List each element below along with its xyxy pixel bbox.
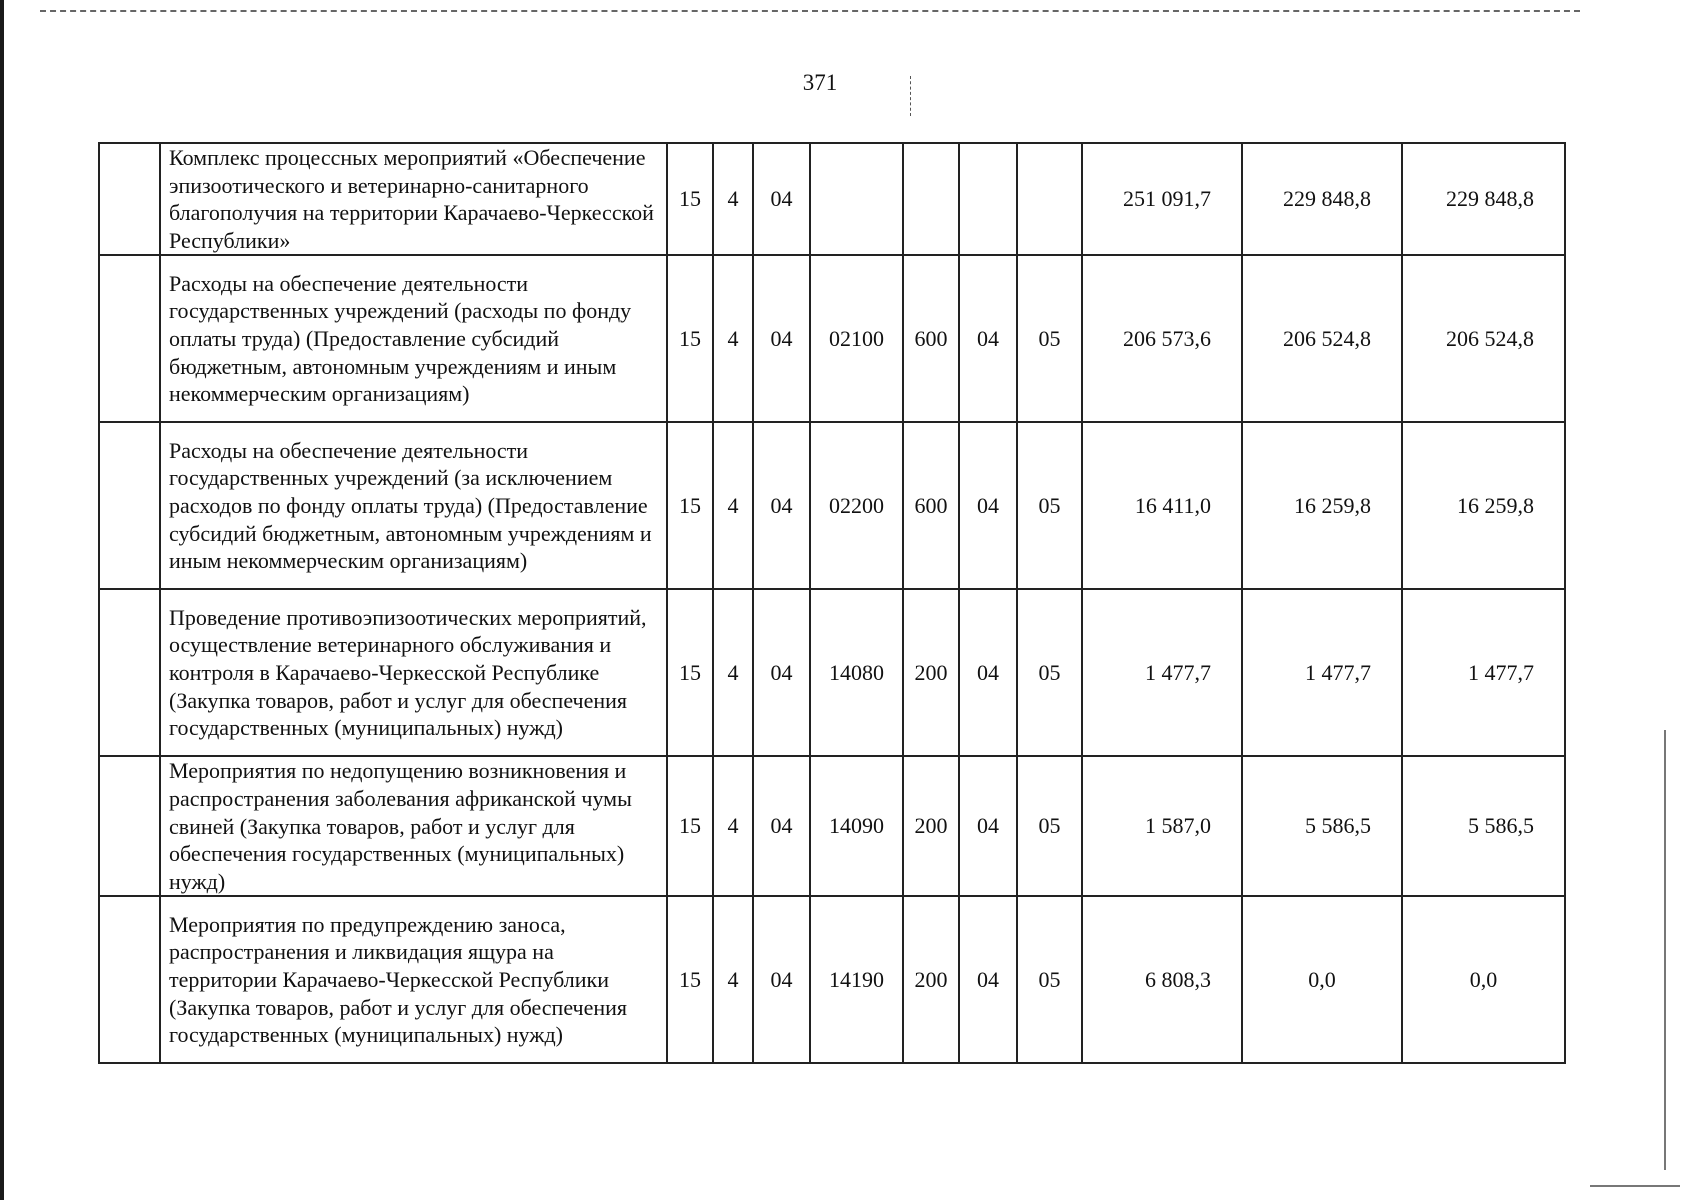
amount-cell: 0,0 bbox=[1402, 896, 1565, 1063]
code-cell: 05 bbox=[1017, 422, 1082, 589]
code-cell: 05 bbox=[1017, 255, 1082, 422]
scan-edge-bottom bbox=[1590, 1185, 1680, 1187]
amount-cell: 1 477,7 bbox=[1082, 589, 1242, 756]
code-cell: 200 bbox=[903, 756, 959, 896]
code-cell: 15 bbox=[667, 422, 713, 589]
expense-name: Мероприятия по предупреждению заноса, распространения и ликвидация ящура на территории Карачаево-Черкесской Республики (Закупка товаров, работ и услуг для обеспечения государственных (муниципальных) нужд) bbox=[160, 896, 667, 1063]
amount-cell: 5 586,5 bbox=[1402, 756, 1565, 896]
row-blank-cell bbox=[99, 143, 160, 255]
table-row bbox=[99, 255, 1565, 422]
code-cell: 600 bbox=[903, 255, 959, 422]
expense-name: Расходы на обеспечение деятельности государственных учреждений (за исключением расходов по фонду оплаты труда) (Предоставление субсидий бюджетным, автономным учреждениям и иным некоммерческим организациям) bbox=[160, 422, 667, 589]
code-cell: 14080 bbox=[810, 589, 903, 756]
table-row bbox=[99, 422, 1565, 589]
code-cell: 04 bbox=[753, 422, 810, 589]
expense-name: Комплекс процессных мероприятий «Обеспечение эпизоотического и ветеринарно-санитарного благополучия на территории Карачаево-Черкесской Республики» bbox=[160, 143, 667, 255]
code-cell: 04 bbox=[753, 255, 810, 422]
expense-name: Проведение противоэпизоотических мероприятий, осуществление ветеринарного обслуживания и контроля в Карачаево-Черкесской Республике (Закупка товаров, работ и услуг для обеспечения государственных (муниципальных) нужд) bbox=[160, 589, 667, 756]
scan-edge-top bbox=[40, 10, 1580, 12]
code-cell: 05 bbox=[1017, 756, 1082, 896]
fold-mark-top bbox=[910, 76, 911, 116]
amount-cell: 206 524,8 bbox=[1402, 255, 1565, 422]
code-cell: 4 bbox=[713, 422, 753, 589]
amount-cell: 6 808,3 bbox=[1082, 896, 1242, 1063]
code-cell: 04 bbox=[753, 143, 810, 255]
budget-table bbox=[98, 142, 1566, 1064]
row-blank-cell bbox=[99, 422, 160, 589]
code-cell: 15 bbox=[667, 896, 713, 1063]
code-cell: 4 bbox=[713, 589, 753, 756]
amount-cell: 16 259,8 bbox=[1242, 422, 1402, 589]
amount-cell: 0,0 bbox=[1242, 896, 1402, 1063]
scan-edge-right bbox=[1664, 730, 1666, 1170]
code-cell: 200 bbox=[903, 896, 959, 1063]
code-cell: 04 bbox=[959, 756, 1017, 896]
row-blank-cell bbox=[99, 896, 160, 1063]
table-row bbox=[99, 756, 1565, 896]
code-cell: 02200 bbox=[810, 422, 903, 589]
code-cell bbox=[810, 143, 903, 255]
code-cell: 05 bbox=[1017, 589, 1082, 756]
code-cell: 04 bbox=[959, 255, 1017, 422]
code-cell bbox=[959, 143, 1017, 255]
code-cell: 04 bbox=[753, 589, 810, 756]
code-cell: 15 bbox=[667, 589, 713, 756]
amount-cell: 206 573,6 bbox=[1082, 255, 1242, 422]
code-cell: 02100 bbox=[810, 255, 903, 422]
code-cell: 14090 bbox=[810, 756, 903, 896]
amount-cell: 16 411,0 bbox=[1082, 422, 1242, 589]
table-row bbox=[99, 896, 1565, 1063]
amount-cell: 229 848,8 bbox=[1242, 143, 1402, 255]
expense-name: Мероприятия по недопущению возникновения и распространения заболевания африканской чумы свиней (Закупка товаров, работ и услуг для обеспечения государственных (муниципальных) нужд) bbox=[160, 756, 667, 896]
page-number: 371 bbox=[802, 70, 838, 95]
row-blank-cell bbox=[99, 589, 160, 756]
code-cell: 600 bbox=[903, 422, 959, 589]
code-cell: 4 bbox=[713, 896, 753, 1063]
code-cell: 200 bbox=[903, 589, 959, 756]
code-cell bbox=[1017, 143, 1082, 255]
row-blank-cell bbox=[99, 756, 160, 896]
code-cell: 15 bbox=[667, 143, 713, 255]
amount-cell: 5 586,5 bbox=[1242, 756, 1402, 896]
code-cell: 4 bbox=[713, 255, 753, 422]
amount-cell: 1 477,7 bbox=[1402, 589, 1565, 756]
code-cell: 4 bbox=[713, 756, 753, 896]
code-cell: 15 bbox=[667, 255, 713, 422]
code-cell: 14190 bbox=[810, 896, 903, 1063]
code-cell: 05 bbox=[1017, 896, 1082, 1063]
code-cell bbox=[903, 143, 959, 255]
code-cell: 4 bbox=[713, 143, 753, 255]
row-blank-cell bbox=[99, 255, 160, 422]
amount-cell: 1 587,0 bbox=[1082, 756, 1242, 896]
code-cell: 04 bbox=[959, 422, 1017, 589]
expense-name: Расходы на обеспечение деятельности государственных учреждений (расходы по фонду оплаты труда) (Предоставление субсидий бюджетным, автономным учреждениям и иным некоммерческим организациям) bbox=[160, 255, 667, 422]
code-cell: 15 bbox=[667, 756, 713, 896]
table-row bbox=[99, 143, 1565, 255]
amount-cell: 229 848,8 bbox=[1402, 143, 1565, 255]
amount-cell: 251 091,7 bbox=[1082, 143, 1242, 255]
code-cell: 04 bbox=[753, 896, 810, 1063]
scan-edge-left bbox=[0, 0, 4, 1200]
amount-cell: 1 477,7 bbox=[1242, 589, 1402, 756]
code-cell: 04 bbox=[959, 589, 1017, 756]
table-row bbox=[99, 589, 1565, 756]
amount-cell: 16 259,8 bbox=[1402, 422, 1565, 589]
code-cell: 04 bbox=[959, 896, 1017, 1063]
amount-cell: 206 524,8 bbox=[1242, 255, 1402, 422]
code-cell: 04 bbox=[753, 756, 810, 896]
